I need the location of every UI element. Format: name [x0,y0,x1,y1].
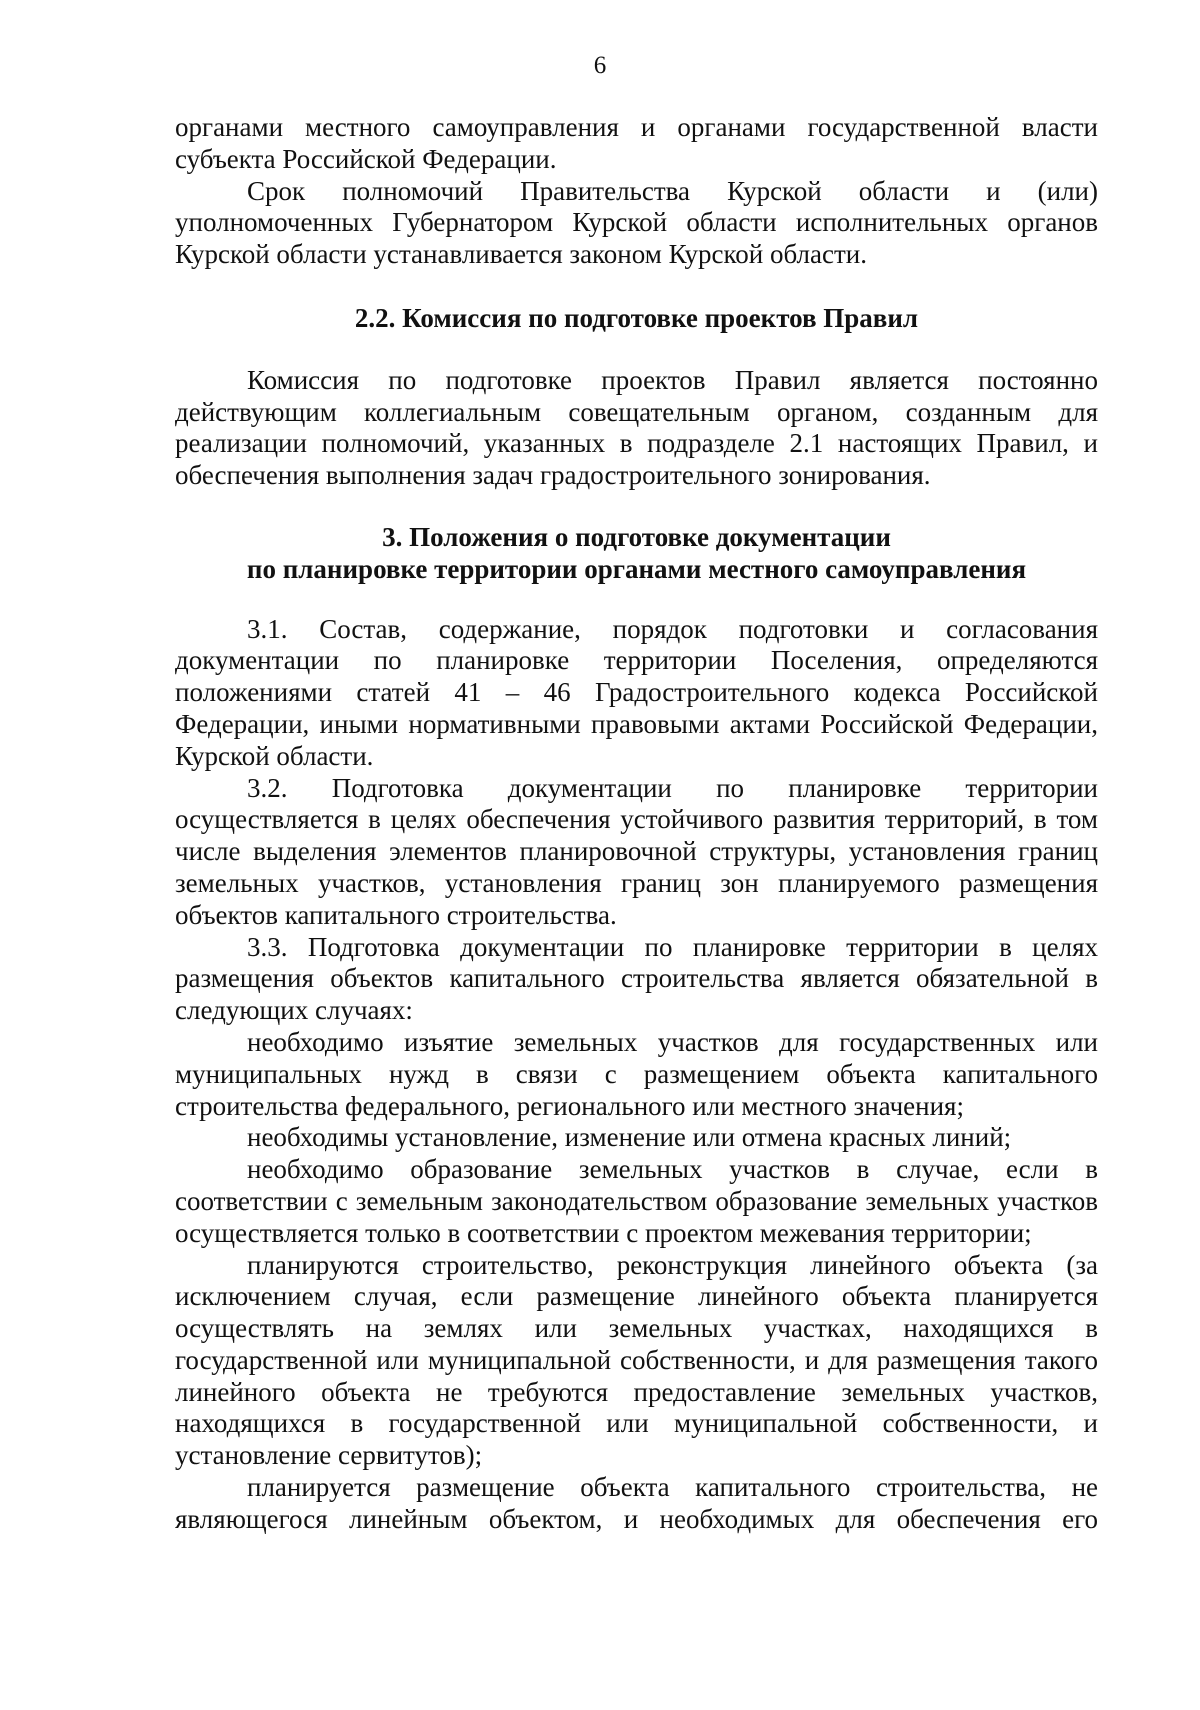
case-item-1: необходимо изъятие земельных участков для государственных или муниципальных нужд в связи с размещением объекта капитального строительства федерального, регионального или местного значения; [175,1026,1098,1121]
paragraph-3-2: 3.2. Подготовка документации по планировке территории осуществляется в целях обеспечения устойчивого развития территорий, в том числе выделения элементов планировочной структуры, установления границ земельных участков, установления границ зон планируемого размещения объектов капитального строительства. [175,772,1098,930]
case-item-2: необходимы установление, изменение или отмена красных линий; [247,1122,1012,1153]
case-item-3: необходимо образование земельных участков в случае, если в соответствии с земельным законодательством образование земельных участков осуществляется только в соответствии с проектом межевания территории; [175,1154,1098,1248]
paragraph-continuation: органами местного самоуправления и органами государственной власти субъекта Российской Федерации. [175,112,1098,174]
document-body [175,112,1098,1536]
paragraph-3-3: 3.3. Подготовка документации по планировке территории в целях размещения объектов капитального строительства является обязательной в следующих случаях: [175,931,1098,1026]
case-item-5: планируется размещение объекта капитального строительства, не являющегося линейным объектом, и необходимых для обеспечения его [175,1472,1098,1534]
case-item-4: планируются строительство, реконструкция линейного объекта (за исключением случая, если размещение линейного объекта планируется осуществлять на землях или земельных участках, находящихся в государственной или муниципальной собственности, и для размещения такого линейного объекта не требуются предоставление земельных участков, находящихся в государственной или муниципальной собственности, и установление сервитутов); [175,1249,1098,1471]
page-number: 6 [593,52,607,79]
paragraph-term-of-powers: Срок полномочий Правительства Курской области и (или) уполномоченных Губернатором Курской области исполнительных органов Курской области устанавливается законом Курской области. [175,175,1098,270]
paragraph-commission: Комиссия по подготовке проектов Правил является постоянно действующим коллегиальным совещательным органом, созданным для реализации полномочий, указанных в подразделе 2.1 настоящих Правил, и обеспечения выполнения задач градостроительного зонирования. [175,364,1098,491]
paragraph-3-1: 3.1. Состав, содержание, порядок подготовки и согласования документации по планировке территории Поселения, определяются положениями статей 41 – 46 Градостроительного кодекса Российской Федерации, иными нормативными правовыми актами Российской Федерации, Курской области. [175,613,1098,771]
section-heading-3-line-2: по планировке территории органами местного самоуправления [246,553,1027,584]
section-heading-2-2: 2.2. Комиссия по подготовке проектов Правил [354,302,919,333]
section-heading-3-line-1: 3. Положения о подготовке документации [382,521,891,552]
